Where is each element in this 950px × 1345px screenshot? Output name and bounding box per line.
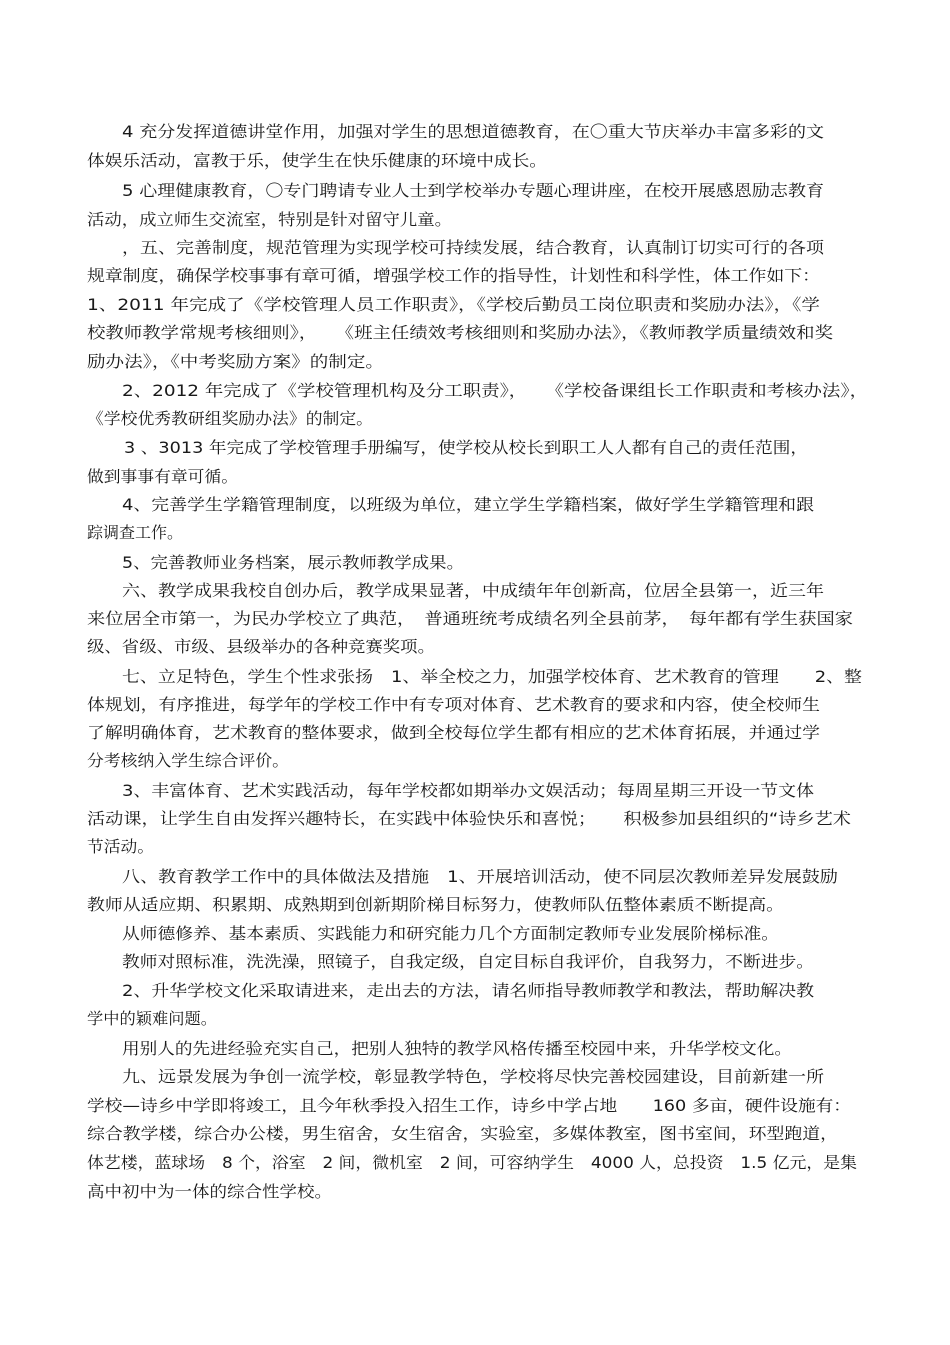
text-line: 2、升华学校文化采取请进来，走出去的方法，请名师指导教师教学和教法，帮助解决教 xyxy=(122,981,814,1000)
text-line: 踪调查工作。 xyxy=(87,523,183,542)
text-line: 5 心理健康教育，〇专门聘请专业人士到学校举办专题心理讲座，在校开展感恩励志教育 xyxy=(122,181,824,200)
text-line: 校教师教学常规考核细则》， 《班主任绩效考核细则和奖励办法》，《教师教学质量绩效和奖 xyxy=(87,323,833,342)
text-line: 分考核纳入学生综合评价。 xyxy=(87,751,289,770)
text-line: 六、教学成果我校自创办后，教学成果显著，中成绩年年创新高，位居全县第一，近三年 xyxy=(122,581,824,600)
text-line: 从师德修养、基本素质、实践能力和研究能力几个方面制定教师专业发展阶梯标准。 xyxy=(122,924,779,943)
text-line: 教师从适应期、积累期、成熟期到创新期阶梯目标努力，使教师队伍整体素质不断提高。 xyxy=(87,895,784,914)
text-line: 了解明确体育，艺术教育的整体要求，做到全校每位学生都有相应的艺术体育拓展，并通过学 xyxy=(87,723,820,742)
text-line: 1、2011 年完成了《学校管理人员工作职责》，《学校后勤员工岗位职责和奖励办法》，《学 xyxy=(87,295,821,314)
text-line: 节活动。 xyxy=(87,837,154,856)
text-line: 来位居全市第一，为民办学校立了典范， 普通班统考成绩名列全县前茅， 每年都有学生获国家 xyxy=(87,609,853,628)
text-line: 4、完善学生学籍管理制度，以班级为单位，建立学生学籍档案，做好学生学籍管理和跟 xyxy=(122,495,814,514)
text-line: 九、远景发展为争创一流学校，彰显教学特色，学校将尽快完善校园建设，目前新建一所 xyxy=(122,1067,824,1086)
text-line: 励办法》，《中考奖励方案》的制定。 xyxy=(87,352,384,371)
text-line: 5、完善教师业务档案，展示教师教学成果。 xyxy=(122,553,464,572)
text-line: 3、丰富体育、艺术实践活动，每年学校都如期举办文娱活动；每周星期三开设一节文体 xyxy=(122,781,814,800)
text-line: ，五、完善制度，规范管理为实现学校可持续发展，结合教育，认真制订切实可行的各项 xyxy=(122,238,824,257)
text-line: 教师对照标准，洗洗澡，照镜子，自我定级，自定目标自我评价，自我努力，不断进步。 xyxy=(122,952,814,971)
text-line: 八、教育教学工作中的具体做法及措施 1、开展培训活动，使不同层次教师差异发展鼓励 xyxy=(122,867,838,886)
text-line: 体艺楼，蓝球场 8 个，浴室 2 间，微机室 2 间，可容纳学生 4000 人，总投资 1.5 亿元，是集 xyxy=(87,1153,858,1172)
text-line: 3 、3013 年完成了学校管理手册编写，使学校从校长到职工人人都有自己的责任范围， xyxy=(124,438,808,457)
text-line: 级、省级、市级、县级举办的各种竞赛奖项。 xyxy=(87,637,435,656)
text-line: 4 充分发挥道德讲堂作用，加强对学生的思想道德教育，在〇重大节庆举办丰富多彩的文 xyxy=(122,122,824,141)
text-line: 《学校优秀教研组奖励办法》的制定。 xyxy=(87,409,373,428)
text-line: 规章制度，确保学校事事有章可循，增强学校工作的指导性，计划性和科学性，体工作如下： xyxy=(87,266,820,285)
text-line: 活动，成立师生交流室，特别是针对留守儿童。 xyxy=(87,210,452,229)
text-line: 综合教学楼，综合办公楼，男生宿舍，女生宿舍，实验室，多媒体教室，图书室间，环型跑道， xyxy=(87,1124,838,1143)
text-line: 做到事事有章可循。 xyxy=(87,467,238,486)
text-line: 高中初中为一体的综合性学校。 xyxy=(87,1182,332,1201)
text-line: 七、立足特色，学生个性求张扬 1、举全校之力，加强学校体育、艺术教育的管理 2、整 xyxy=(122,667,862,686)
text-line: 2、2012 年完成了《学校管理机构及分工职责》， 《学校备课组长工作职责和考核办法》， xyxy=(122,381,869,400)
text-line: 用别人的先进经验充实自己，把别人独特的教学风格传播至校园中来，升华学校文化。 xyxy=(122,1039,792,1058)
text-line: 学中的颖难问题。 xyxy=(87,1009,217,1028)
text-line: 学校—诗乡中学即将竣工，且今年秋季投入招生工作，诗乡中学占地 160 多亩，硬件设施有： xyxy=(87,1096,851,1115)
text-line: 体娱乐活动，富教于乐，使学生在快乐健康的环境中成长。 xyxy=(87,151,547,170)
text-line: 活动课，让学生自由发挥兴趣特长，在实践中体验快乐和喜悦； 积极参加县组织的“诗乡艺术 xyxy=(87,809,851,828)
text-line: 体规划，有序推进，每学年的学校工作中有专项对体育、艺术教育的要求和内容，使全校师生 xyxy=(87,695,820,714)
